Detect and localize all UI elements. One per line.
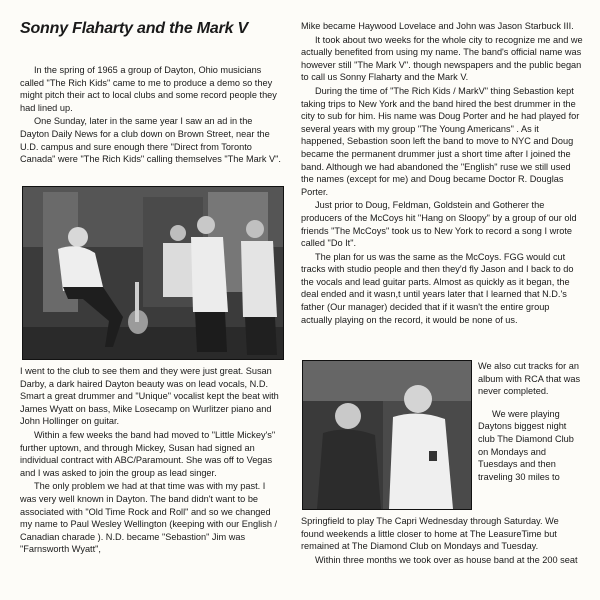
paragraph: Just prior to Doug, Feldman, Goldstein and Gotherer the producers of the McCoys hit "Hang on Sloopy" by a group of our old friends "The McCoys" took us to New York to record a song I wrote called "Do It". — [301, 200, 577, 249]
left-column-top — [20, 64, 284, 167]
right-column-top — [301, 20, 583, 327]
right-column-bottom — [301, 515, 583, 567]
band-photo-left — [22, 186, 284, 360]
paragraph: We were playing Daytons biggest night club The Diamond Club on Mondays and Tuesdays and then traveling 30 miles to — [478, 408, 574, 482]
right-column-beside-photo — [478, 360, 583, 484]
paragraph: It took about two weeks for the whole city to recognize me and we actually benefited from using my name. The band's official name was however still "The Mark V". though newspapers and the public began to call us Sonny Flaharty and the Mark V. — [301, 34, 583, 83]
paragraph: During the time of "The Rich Kids / MarkV" thing Sebastion kept taking trips to New York and the band hired the best drummer in the city to sub for him. His name was Doug Porter and he had played for several years with my group "The Young Americans" . As it happened, Sebastion soon left the band to move to NYC and Doug became the permanent drummer just a short time after I joined the band. Although we had abandoned the "English" ruse we still used the names (except for me) and Doug became Doctor R. Douglas Porter. — [301, 85, 580, 197]
paragraph: One Sunday, later in the same year I saw an ad in the Dayton Daily News for a club down on Brown Street, near the U.D. campus and sure enough there "Direct from Toronto Canada" were "The Rich Kids" calling themselves "The Mark V". — [20, 116, 281, 165]
paragraph: The plan for us was the same as the McCoys. FGG would cut tracks with studio people and then they'd fly Jason and I back to do the vocals and lead guitar parts. Almost as quickly as it began, the deal ended and it wasn,t until years later that I learned that N.D.'s father (Our manager) decided that if it wasn't the entire group actually playing on the record, it would be none of us. — [301, 251, 574, 325]
left-column-bottom — [20, 365, 284, 557]
paragraph: Within three months we took over as house band at the 200 seat — [315, 554, 578, 565]
paragraph: The only problem we had at that time was with my past. I was very well known in Dayton. The band didn't want to be associated with "Old Time Rock and Roll" and so we changed my name to Paul Wesley Wellington (keeping with our English / Canadian charade ). N.D. became "Sebastion" Jim was "Farnsworth Wyatt", — [20, 481, 278, 555]
paragraph: Mike became Haywood Lovelace and John was Jason Starbuck III. — [301, 21, 574, 31]
paragraph: I went to the club to see them and they were just great. Susan Darby, a dark haired Dayton beauty was on lead vocals, N.D. Smart a great drummer and "Unique" vocalist kept the beat with James Wyatt on bass, Mike Losecamp on Wurlitzer piano and John Hollinger on guitar. — [20, 366, 279, 427]
paragraph: We also cut tracks for an album with RCA that was never completed. — [478, 361, 581, 397]
paragraph: Springfield to play The Capri Wednesday through Saturday. We found weekends a little closer to home at The LeasureTime but remained at The Diamond Club on Mondays and Tuesday. — [301, 516, 559, 552]
band-photo-image — [303, 361, 471, 509]
band-photo-image — [23, 187, 283, 359]
article-title: Sonny Flaharty and the Mark V — [20, 20, 249, 37]
band-photo-right — [302, 360, 472, 510]
paragraph: Within a few weeks the band had moved to "Little Mickey's" further uptown, and through Mickey, Susan had signed an individual contract with ABC/Paramount. She was off to Vegas and I was asked to join the group as lead singer. — [20, 429, 276, 478]
paragraph: In the spring of 1965 a group of Dayton, Ohio musicians called "The Rich Kids" came to me to produce a demo so they might pitch their act to local clubs and some record people they had lined up. — [20, 65, 277, 113]
